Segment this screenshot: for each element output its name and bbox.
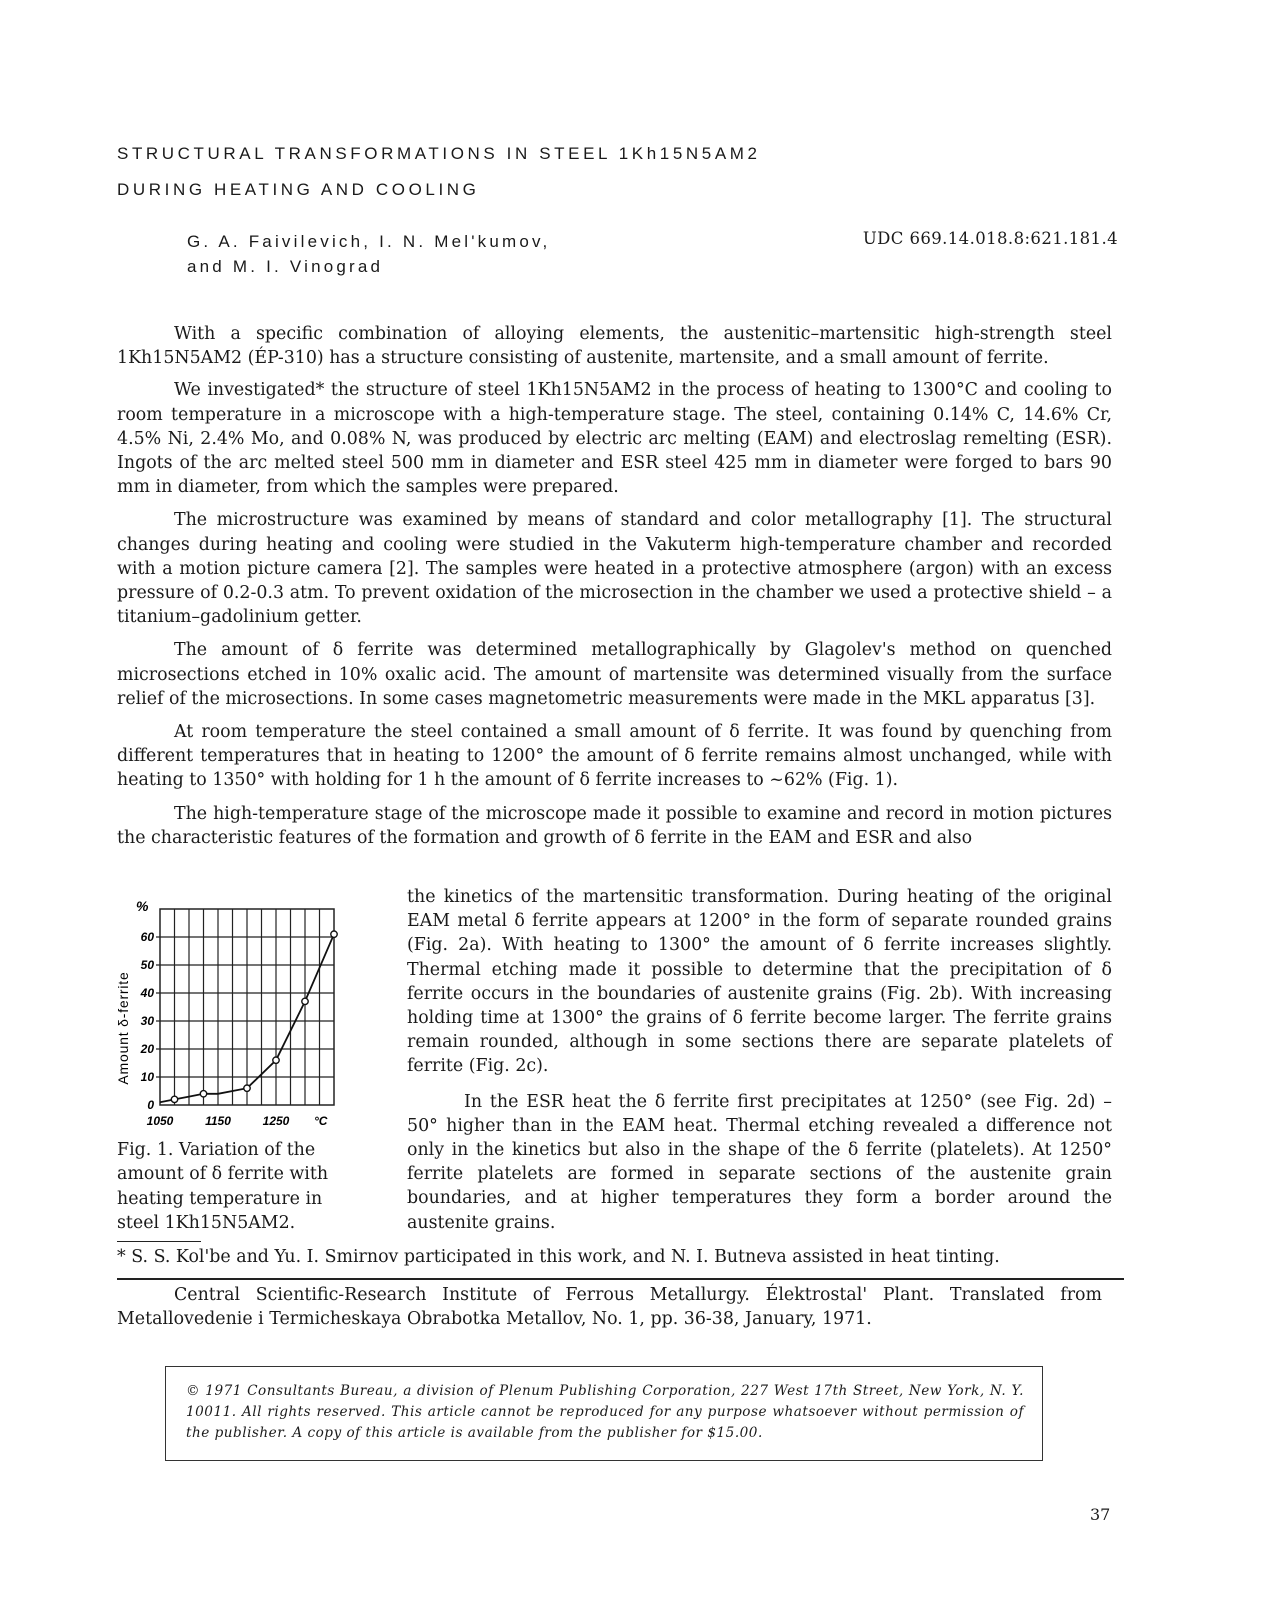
affiliation-block bbox=[117, 1283, 1102, 1331]
data-point bbox=[302, 998, 308, 1004]
authors-line-2: and M. I. Vinograd bbox=[187, 257, 384, 276]
paragraph-7: In the ESR heat the δ ferrite first precipitates at 1250° (see Fig. 2d) – 50° higher than in the EAM heat. Thermal etching revealed a difference not only in the kinetics but also in the shape of the δ ferrite (platelets). At 1250° ferrite platelets are formed in separate sections of the austenite grain boundaries, and at higher temperatures they form a border around the austenite grains. bbox=[407, 1091, 1112, 1233]
data-point bbox=[244, 1085, 250, 1091]
authors bbox=[187, 229, 550, 279]
paper-title-line-2: DURING HEATING AND COOLING bbox=[117, 180, 480, 199]
udc-code: UDC 669.14.018.8:621.181.4 bbox=[862, 229, 1118, 248]
paragraph-3: The microstructure was examined by means of standard and color metallography [1]. The structural changes during heating and cooling were studied in the Vakuterm high-temperature chamber and recorded with a motion picture camera [2]. The samples were heated in a protective atmosphere (argon) with an excess pressure of 0.2-0.3 atm. To prevent oxidation of the microsection in the chamber we used a protective shield – a titanium–gadolinium getter. bbox=[117, 510, 1112, 628]
y-tick-label: 60 bbox=[140, 930, 154, 944]
paragraph-5: At room temperature the steel contained a small amount of δ ferrite. It was found by quenching from different temperatures that in heating to 1200° the amount of δ ferrite remains almost unchanged, while with heating to 1350° with holding for 1 h the amount of δ ferrite increases to ~62% (Fig. 1). bbox=[117, 722, 1112, 791]
figure-1-caption: Fig. 1. Variation of the amount of δ ferrite with heating temperature in steel 1Kh15N5AM2. bbox=[117, 1140, 329, 1234]
y-tick-label: 50 bbox=[140, 958, 154, 972]
y-tick-label: 10 bbox=[140, 1070, 154, 1084]
chart-ticks bbox=[140, 930, 290, 1128]
y-tick-label: 20 bbox=[140, 1042, 154, 1056]
paragraph-6-start: The high-temperature stage of the microscope made it possible to examine and record in motion pictures the characteristic features of the formation and growth of δ ferrite in the EAM and ESR and also bbox=[117, 803, 1112, 848]
x-tick-label: 1150 bbox=[205, 1114, 231, 1128]
footnote: * S. S. Kol'be and Yu. I. Smirnov participated in this work, and N. I. Butneva assisted in heat tinting. bbox=[117, 1247, 1000, 1267]
y-axis-unit: % bbox=[136, 898, 149, 914]
footnote-rule bbox=[117, 1241, 201, 1242]
authors-line-1: G. A. Faivilevich, I. N. Mel'kumov, bbox=[187, 232, 551, 251]
affiliation-rule bbox=[117, 1278, 1124, 1280]
data-point bbox=[331, 931, 337, 937]
page-number: 37 bbox=[1090, 1505, 1111, 1524]
data-point bbox=[273, 1057, 279, 1063]
y-axis-label: Amount δ-ferrite bbox=[115, 971, 131, 1085]
y-tick-label: 0 bbox=[147, 1098, 154, 1112]
paragraph-4: The amount of δ ferrite was determined metallographically by Glagolev's method on quenched microsections etched in 10% oxalic acid. The amount of martensite was determined visually from the surface relief of the microsections. In some cases magnetometric measurements were made in the MKL apparatus [3]. bbox=[117, 640, 1112, 709]
right-column-text bbox=[407, 885, 1112, 1235]
y-tick-label: 30 bbox=[140, 1014, 154, 1028]
paragraph-1: With a specific combination of alloying elements, the austenitic–martensitic high-strength steel 1Kh15N5AM2 (ÉP-310) has a structure consisting of austenite, martensite, and a small amount of ferrite. bbox=[117, 324, 1112, 369]
x-axis-unit: °C bbox=[314, 1114, 328, 1128]
paragraph-2: We investigated* the structure of steel 1Kh15N5AM2 in the process of heating to 1300°C and cooling to room temperature in a microscope with a high-temperature stage. The steel, containing 0.14% C, 14.6% Cr, 4.5% Ni, 2.4% Mo, and 0.08% N, was produced by electric arc melting (EAM) and electroslag remelting (ESR). Ingots of the arc melted steel 500 mm in diameter and ESR steel 425 mm in diameter were forged to bars 90 mm in diameter, from which the samples were prepared. bbox=[117, 380, 1112, 498]
figure-1-chart bbox=[110, 893, 350, 1133]
affiliation: Central Scientific-Research Institute of Ferrous Metallurgy. Élektrostal' Plant. Translated from Metallovedenie i Termicheskaya Obrabotka Metallov, No. 1, pp. 36-38, January, 1971. bbox=[117, 1285, 1102, 1330]
y-tick-label: 40 bbox=[140, 986, 154, 1000]
body-text bbox=[117, 322, 1112, 850]
data-point bbox=[200, 1091, 206, 1097]
chart-grid bbox=[156, 909, 334, 1105]
copyright-notice: © 1971 Consultants Bureau, a division of Plenum Publishing Corporation, 227 West 17th Street, New York, N. Y. 10011. All rights reserved. This article cannot be reproduced for any purpose whatsoever without permission of the publisher. A copy of this article is available from the publisher for $15.00. bbox=[165, 1366, 1043, 1461]
x-tick-label: 1250 bbox=[262, 1114, 290, 1128]
x-tick-label: 1050 bbox=[146, 1114, 174, 1128]
data-point bbox=[171, 1096, 177, 1102]
figure-1-caption-block bbox=[117, 1138, 367, 1236]
paper-title-line-1: STRUCTURAL TRANSFORMATIONS IN STEEL 1Kh15N5AM2 bbox=[117, 144, 761, 163]
paragraph-6-continued: the kinetics of the martensitic transformation. During heating of the original EAM metal δ ferrite appears at 1200° in the form of separate rounded grains (Fig. 2a). With heating to 1300° the amount of δ ferrite increases slightly. Thermal etching made it possible to determine that the precipitation of δ ferrite occurs in the boundaries of austenite grains (Fig. 2b). With increasing holding time at 1300° the grains of δ ferrite become larger. The ferrite grains remain rounded, although in some sections there are separate platelets of ferrite (Fig. 2c). bbox=[407, 887, 1112, 1077]
